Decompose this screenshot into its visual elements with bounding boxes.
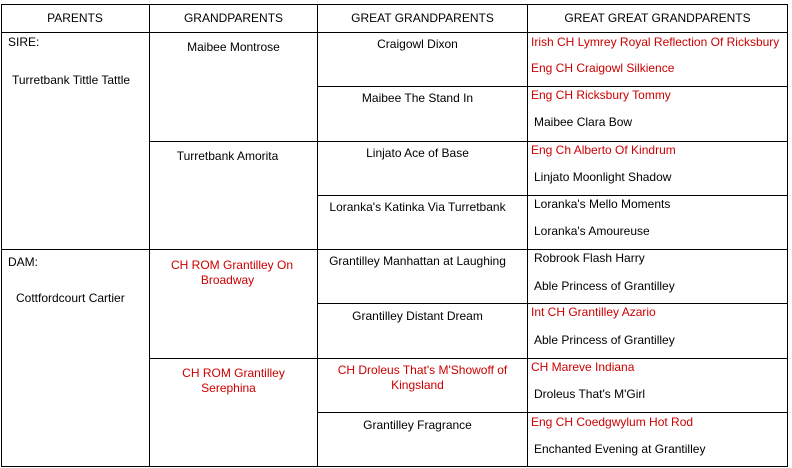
great-great-grandparent: Eng CH Coedgwylum Hot Rod — [531, 415, 694, 429]
great-grandparent-8: Grantilley Fragrance — [363, 418, 472, 432]
header-divider — [1, 32, 788, 33]
great-grandparent-6: Grantilley Distant Dream — [352, 309, 483, 323]
great-great-grandparent: Irish CH Lymrey Royal Reflection Of Ricksbury — [531, 35, 780, 49]
great-great-grandparent: Enchanted Evening at Grantilley — [534, 442, 706, 456]
great-great-grandparent: Robrook Flash Harry — [534, 251, 645, 265]
grandparent-1: Maibee Montrose — [187, 40, 280, 54]
column-divider — [317, 4, 318, 467]
table-border-left — [1, 4, 2, 467]
grandparent-2: Turretbank Amorita — [176, 149, 279, 163]
table-border-bottom — [1, 466, 788, 467]
row-divider — [317, 195, 788, 196]
column-divider — [149, 4, 150, 467]
row-divider — [317, 303, 788, 304]
grandparent-4-line2: Serephina — [201, 381, 256, 395]
column-divider — [527, 4, 528, 467]
sire-label: SIRE: — [8, 35, 40, 49]
grandparent-3-line2: Broadway — [200, 273, 255, 287]
header-parents: PARENTS — [47, 11, 103, 25]
sire-name: Turretbank Tittle Tattle — [12, 73, 131, 87]
header-great-great-grandparents: GREAT GREAT GRANDPARENTS — [564, 11, 751, 25]
great-great-grandparent: Able Princess of Grantilley — [534, 279, 675, 293]
great-great-grandparent: Maibee Clara Bow — [534, 115, 633, 129]
great-great-grandparent: Loranka's Mello Moments — [534, 197, 671, 211]
great-great-grandparent: Eng Ch Alberto Of Kindrum — [531, 143, 676, 157]
great-grandparent-3: Linjato Ace of Base — [366, 146, 469, 160]
row-divider — [1, 249, 788, 250]
row-divider — [317, 412, 788, 413]
grandparent-3-line1: CH ROM Grantilley On — [170, 258, 294, 272]
great-great-grandparent: Eng CH Ricksbury Tommy — [531, 88, 671, 102]
great-grandparent-7-line1: CH Droleus That's M'Showoff of — [337, 363, 508, 377]
great-grandparent-1: Craigowl Dixon — [377, 37, 458, 51]
great-great-grandparent: CH Mareve Indiana — [531, 360, 635, 374]
great-great-grandparent: Int CH Grantilley Azario — [531, 305, 656, 319]
row-divider — [149, 141, 788, 142]
great-grandparent-5: Grantilley Manhattan at Laughing — [329, 254, 506, 268]
great-grandparent-7-line2: Kingsland — [391, 378, 444, 392]
grandparent-4-line1: CH ROM Grantilley — [182, 366, 285, 380]
row-divider — [149, 358, 788, 359]
great-grandparent-2: Maibee The Stand In — [361, 91, 474, 105]
dam-name: Cottfordcourt Cartier — [16, 291, 125, 305]
header-great-grandparents: GREAT GRANDPARENTS — [351, 11, 494, 25]
table-border-top — [1, 4, 788, 5]
great-great-grandparent: Able Princess of Grantilley — [534, 333, 675, 347]
great-great-grandparent: Droleus That's M'Girl — [534, 387, 646, 401]
dam-label: DAM: — [8, 255, 38, 269]
great-great-grandparent: Linjato Moonlight Shadow — [534, 170, 672, 184]
table-border-right — [787, 4, 788, 467]
great-great-grandparent: Eng CH Craigowl Silkience — [531, 61, 675, 75]
great-great-grandparent: Loranka's Amoureuse — [534, 224, 650, 238]
header-grandparents: GRANDPARENTS — [183, 11, 284, 25]
great-grandparent-4: Loranka's Katinka Via Turretbank — [329, 200, 506, 214]
row-divider — [317, 86, 788, 87]
